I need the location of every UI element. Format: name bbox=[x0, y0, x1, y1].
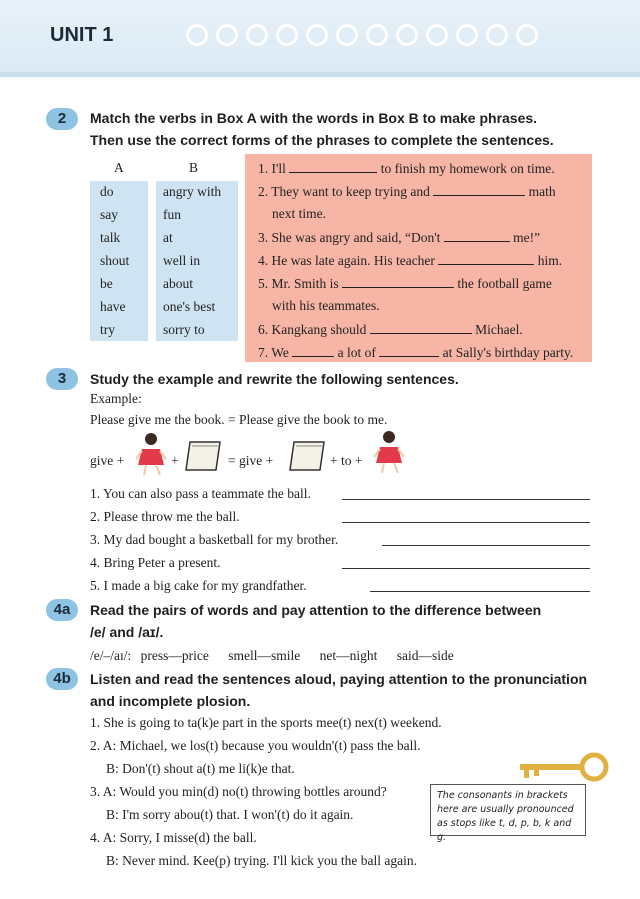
box-a-item: have bbox=[100, 299, 126, 314]
circle-icon bbox=[486, 24, 508, 46]
word-pair: said—side bbox=[396, 648, 454, 663]
answer-blank[interactable] bbox=[444, 227, 510, 242]
word-pairs bbox=[90, 646, 454, 666]
answer-line[interactable] bbox=[382, 545, 590, 546]
formula-plus: + bbox=[171, 453, 179, 468]
sentence-line: 1. She is going to ta(k)e part in the sports mee(t) nex(t) weekend. bbox=[90, 715, 442, 730]
sentence-2-cont: next time. bbox=[272, 206, 326, 221]
section-3-instruction: Study the example and rewrite the following sentences. bbox=[90, 371, 459, 387]
sentence-text: 5. Mr. Smith is bbox=[258, 276, 339, 291]
key-icon bbox=[520, 750, 612, 784]
box-b-item: angry with bbox=[163, 184, 222, 199]
circle-icon bbox=[276, 24, 298, 46]
example-sentence: Please give me the book. = Please give the book to me. bbox=[90, 412, 388, 427]
box-b-item: at bbox=[163, 230, 173, 245]
sentence-7 bbox=[258, 342, 573, 363]
box-b-item: one's best bbox=[163, 299, 216, 314]
sentence-4 bbox=[258, 250, 562, 271]
sentence-text: the football game bbox=[457, 276, 552, 291]
sentence-text: me!” bbox=[513, 230, 541, 245]
girl-icon bbox=[134, 431, 168, 477]
pronunciation-note: The consonants in brackets here are usually pronounced as stops like t, d, p, b, k and g. bbox=[430, 784, 586, 836]
page-header bbox=[0, 0, 640, 74]
circle-icon bbox=[516, 24, 538, 46]
rewrite-item-2: 2. Please throw me the ball. bbox=[90, 509, 240, 524]
box-a-item: shout bbox=[100, 253, 130, 268]
example-label: Example: bbox=[90, 391, 142, 406]
section-4a-instruction-2: /e/ and /aɪ/. bbox=[90, 624, 164, 640]
word-pair: smell—smile bbox=[228, 648, 301, 663]
section-4b-number: 4b bbox=[46, 668, 78, 690]
box-a-item: do bbox=[100, 184, 114, 199]
box-a-header: A bbox=[114, 160, 124, 175]
sentence-text: 1. I'll bbox=[258, 161, 286, 176]
rewrite-item-1: 1. You can also pass a teammate the ball. bbox=[90, 486, 311, 501]
answer-blank[interactable] bbox=[292, 342, 334, 357]
section-2-instruction-2: Then use the correct forms of the phrases to complete the sentences. bbox=[90, 132, 554, 148]
answer-blank[interactable] bbox=[379, 342, 439, 357]
section-3-number: 3 bbox=[46, 368, 78, 390]
circle-icon bbox=[306, 24, 328, 46]
sentence-line: B: Never mind. Kee(p) trying. I'll kick you the ball again. bbox=[106, 853, 417, 868]
section-4a-instruction-1: Read the pairs of words and pay attention to the difference between bbox=[90, 602, 542, 618]
answer-blank[interactable] bbox=[438, 250, 534, 265]
answer-blank[interactable] bbox=[370, 319, 472, 334]
answer-line[interactable] bbox=[342, 568, 590, 569]
answer-line[interactable] bbox=[342, 522, 590, 523]
box-b-item: well in bbox=[163, 253, 201, 268]
circle-icon bbox=[366, 24, 388, 46]
section-4a-number: 4a bbox=[46, 599, 78, 621]
book-icon bbox=[184, 440, 222, 472]
sentence-line: 2. A: Michael, we los(t) because you wouldn'(t) pass the ball. bbox=[90, 738, 421, 753]
section-4b-instruction-2: and incomplete plosion. bbox=[90, 693, 251, 709]
word-pair: press—price bbox=[140, 648, 209, 663]
sentence-text: 6. Kangkang should bbox=[258, 322, 367, 337]
sentence-5 bbox=[258, 273, 552, 294]
box-b-item: sorry to bbox=[163, 322, 205, 337]
rewrite-item-3: 3. My dad bought a basketball for my brother. bbox=[90, 532, 339, 547]
sentence-text: 7. We bbox=[258, 345, 289, 360]
sentence-line: 4. A: Sorry, I misse(d) the ball. bbox=[90, 830, 257, 845]
circle-icon bbox=[186, 24, 208, 46]
sentence-3 bbox=[258, 227, 540, 248]
sentence-line: B: I'm sorry abou(t) that. I won'(t) do it again. bbox=[106, 807, 354, 822]
sentence-1 bbox=[258, 158, 555, 179]
decorative-circles bbox=[186, 24, 538, 46]
book-icon bbox=[288, 440, 326, 472]
section-4b-instruction-1: Listen and read the sentences aloud, paying attention to the pronunciation bbox=[90, 671, 588, 687]
answer-blank[interactable] bbox=[433, 181, 525, 196]
circle-icon bbox=[426, 24, 448, 46]
circle-icon bbox=[336, 24, 358, 46]
sentence-2 bbox=[258, 181, 556, 202]
box-a-item: be bbox=[100, 276, 113, 291]
sentence-text: him. bbox=[537, 253, 563, 268]
answer-line[interactable] bbox=[370, 591, 590, 592]
box-a-item: say bbox=[100, 207, 118, 222]
rewrite-item-5: 5. I made a big cake for my grandfather. bbox=[90, 578, 307, 593]
sentence-line: B: Don'(t) shout a(t) me li(k)e that. bbox=[106, 761, 295, 776]
formula-equals-give: = give + bbox=[228, 453, 274, 468]
circle-icon bbox=[396, 24, 418, 46]
sentence-text: math bbox=[528, 184, 556, 199]
answer-blank[interactable] bbox=[289, 158, 377, 173]
circle-icon bbox=[216, 24, 238, 46]
pairs-label: /e/–/aɪ/: bbox=[90, 648, 132, 663]
circle-icon bbox=[246, 24, 268, 46]
header-stripe bbox=[0, 72, 640, 77]
section-2-number: 2 bbox=[46, 108, 78, 130]
rewrite-item-4: 4. Bring Peter a present. bbox=[90, 555, 221, 570]
sentence-text: Michael. bbox=[475, 322, 523, 337]
box-a-item: talk bbox=[100, 230, 121, 245]
sentence-text: 4. He was late again. His teacher bbox=[258, 253, 435, 268]
section-2-instruction-1: Match the verbs in Box A with the words in Box B to make phrases. bbox=[90, 110, 538, 126]
sentence-line: 3. A: Would you min(d) no(t) throwing bottles around? bbox=[90, 784, 387, 799]
sentence-5-cont: with his teammates. bbox=[272, 298, 380, 313]
answer-line[interactable] bbox=[342, 499, 590, 500]
box-b-item: fun bbox=[163, 207, 181, 222]
girl-icon bbox=[372, 429, 406, 475]
box-b-item: about bbox=[163, 276, 193, 291]
circle-icon bbox=[456, 24, 478, 46]
formula-give: give + bbox=[90, 453, 125, 468]
formula-to: + to + bbox=[330, 453, 363, 468]
answer-blank[interactable] bbox=[342, 273, 454, 288]
box-a-item: try bbox=[100, 322, 115, 337]
sentence-6 bbox=[258, 319, 523, 340]
unit-title: UNIT 1 bbox=[50, 24, 114, 46]
box-b-header: B bbox=[189, 160, 199, 175]
box-a bbox=[90, 181, 148, 341]
sentence-text: a lot of bbox=[337, 345, 376, 360]
sentence-text: to finish my homework on time. bbox=[380, 161, 555, 176]
sentence-text: 3. She was angry and said, “Don't bbox=[258, 230, 441, 245]
word-pair: net—night bbox=[319, 648, 378, 663]
box-b bbox=[156, 181, 238, 341]
sentence-text: at Sally's birthday party. bbox=[442, 345, 574, 360]
sentence-text: 2. They want to keep trying and bbox=[258, 184, 430, 199]
sentence-box bbox=[245, 154, 592, 362]
